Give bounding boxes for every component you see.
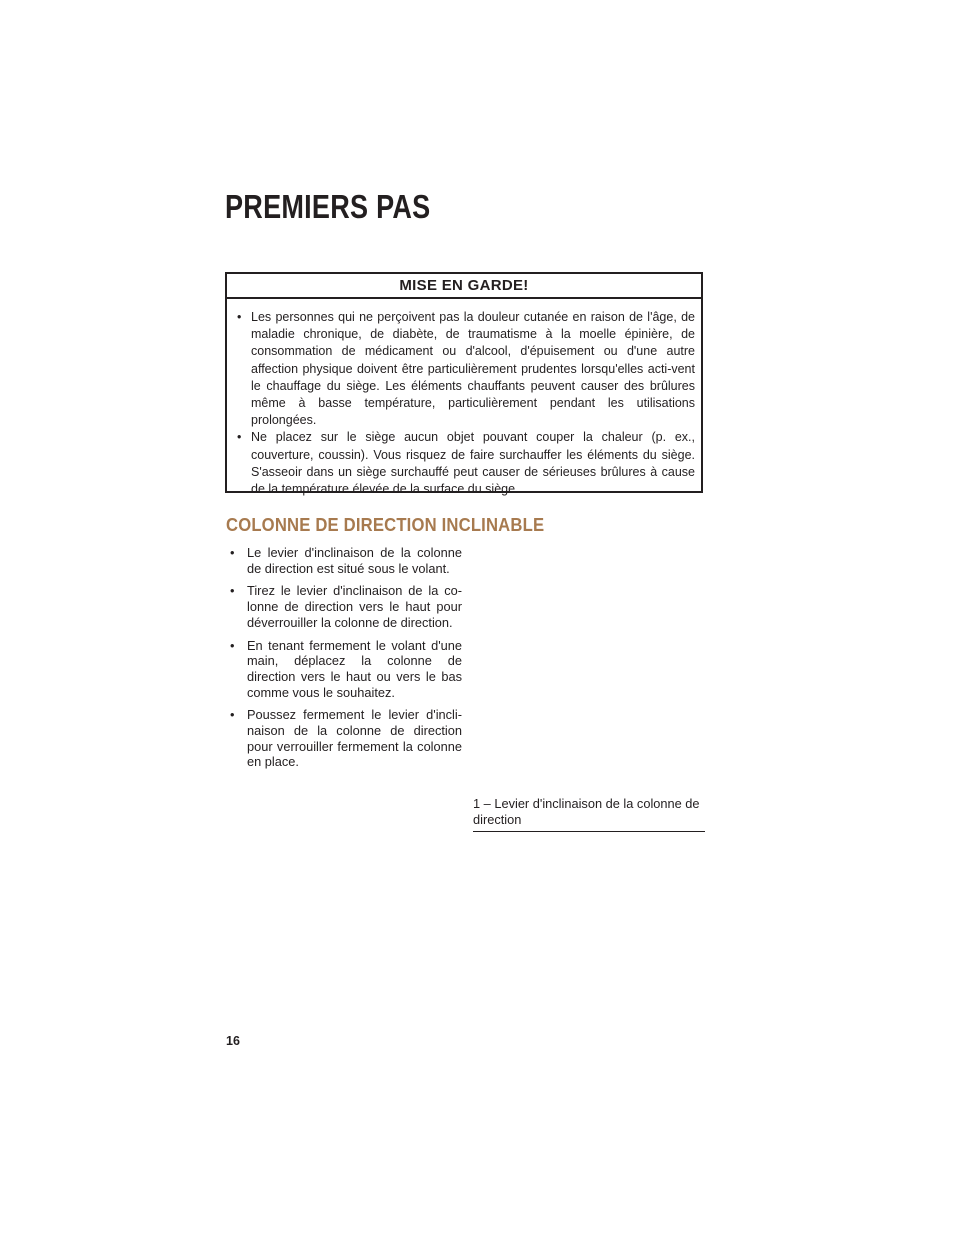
list-item-text: Le levier d'inclinaison de la colonne de direction est situé sous le volant. xyxy=(247,545,462,576)
bullet-icon: • xyxy=(230,637,235,653)
list-item-text: En tenant fermement le volant d'une main, déplacez la colonne de direction vers le haut ou vers le bas comme vous le souhaitez. xyxy=(247,637,462,700)
warning-box xyxy=(225,272,703,497)
list-item-text: Tirez le levier d'inclinaison de la co-lonne de direction vers le haut pour déverrouiller la colonne de direction. xyxy=(247,583,462,630)
figure-caption: 1 – Levier d'inclinaison de la colonne de direction xyxy=(473,796,705,832)
bullet-icon: • xyxy=(230,545,235,560)
warning-item-text: Ne placez sur le siège aucun objet pouvant couper la chaleur (p. ex., couverture, coussin). Vous risquez de faire surchauffer les éléments du siège. S'asseoir dans un siège surchauffé peut causer de sérieuses brûlures à cause de la température élevée de la surface du siège. xyxy=(251,430,695,497)
list-item xyxy=(226,707,462,770)
steps-list xyxy=(226,545,462,777)
list-item xyxy=(226,583,462,630)
page-number: 16 xyxy=(226,1034,240,1048)
list-item xyxy=(226,545,462,576)
bullet-icon: • xyxy=(230,707,235,723)
warning-title: MISE EN GARDE! xyxy=(227,274,701,299)
section-heading: COLONNE DE DIRECTION INCLINABLE xyxy=(226,514,545,535)
warning-item xyxy=(237,429,695,498)
list-item xyxy=(226,638,462,701)
chapter-title: PREMIERS PAS xyxy=(225,188,431,225)
bullet-icon: • xyxy=(237,430,242,445)
warning-item xyxy=(237,309,695,429)
list-item-text: Poussez fermement le levier d'incli-naison de la colonne de direction pour verrouiller fermement la colonne en place. xyxy=(247,707,462,770)
warning-item-text: Les personnes qui ne perçoivent pas la douleur cutanée en raison de l'âge, de maladie chronique, de diabète, de traumatisme à la moelle épinière, de consommation de médicament ou d'alcool, d'épuisement ou d'une autre affection physique doivent être particulièrement prudentes lorsqu'elles acti-vent le chauffage du siège. Les éléments chauffants peuvent causer des brûlures même à basse température, particulièrement pendant les utilisations prolongées. xyxy=(251,310,695,428)
bullet-icon: • xyxy=(230,583,235,599)
bullet-icon: • xyxy=(237,310,242,324)
warning-list xyxy=(227,299,701,498)
